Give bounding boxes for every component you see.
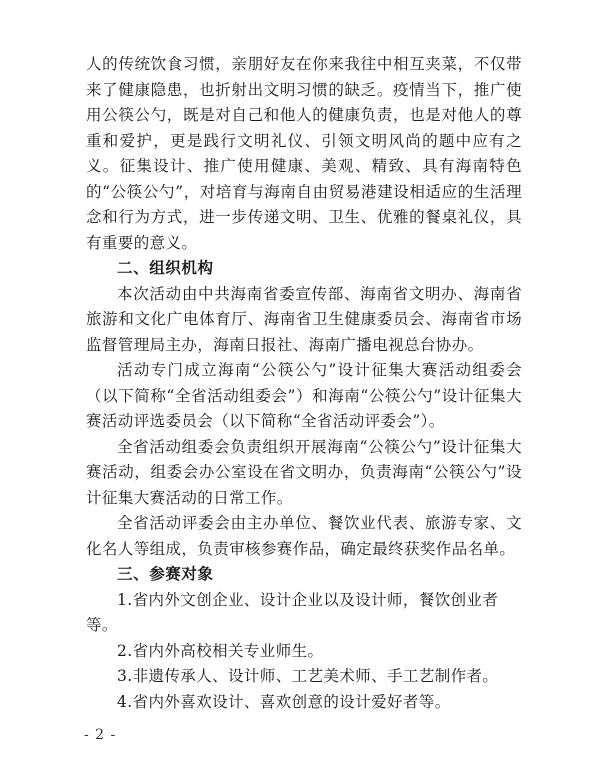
section-heading-participants: 三、参赛对象 <box>117 565 214 583</box>
page-number: - 2 - <box>84 727 117 743</box>
organization-paragraph-4: 全省活动评委会由主办单位、餐饮业代表、旅游专家、文化名人等组成，负责审核参赛作品，确定最终获奖作品名单。 <box>86 514 522 558</box>
participants-list <box>86 588 522 716</box>
organization-paragraph-2: 活动专门成立海南“公筷公勺”设计征集大赛活动组委会（以下简称“全省活动组委会”）和海南“公筷公勺”设计征集大赛活动评选委员会（以下简称“全省活动评委会”）。 <box>86 361 522 430</box>
intro-paragraph: 人的传统饮食习惯，亲朋好友在你来我往中相互夹菜，不仅带来了健康隐患，也折射出文明习惯的缺乏。疫情当下，推广使用公筷公勺，既是对自己和他人的健康负责，也是对他人的尊重和爱护，更是践行文明礼仪、引领文明风尚的题中应有之义。征集设计、推广使用健康、美观、精致、具有海南特色的“公筷公勺”，对培育与海南自由贸易港建设相适应的生活理念和行为方式，进一步传递文明、卫生、优雅的餐桌礼仪，具有重要的意义。 <box>86 55 522 252</box>
section-heading-organization: 二、组织机构 <box>117 259 214 277</box>
document-body <box>86 52 522 715</box>
organization-paragraph-1: 本次活动由中共海南省委宣传部、海南省文明办、海南省旅游和文化广电体育厅、海南省卫生健康委员会、海南省市场监督管理局主办，海南日报社、海南广播电视总台协办。 <box>86 284 522 354</box>
list-item: 4.省内外喜欢设计、喜欢创意的设计爱好者等。 <box>117 692 451 711</box>
organization-paragraph-3: 全省活动组委会负责组织开展海南“公筷公勺”设计征集大赛活动，组委会办公室设在省文明办，负责海南“公筷公勺”设计征集大赛活动的日常工作。 <box>86 437 522 507</box>
list-item: 2.省内外高校相关专业师生。 <box>117 641 324 660</box>
list-item: 1.省内外文创企业、设计企业以及设计师，餐饮创业者等。 <box>86 590 499 634</box>
list-item: 3.非遗传承人、设计师、工艺美术师、手工艺制作者。 <box>117 667 499 685</box>
